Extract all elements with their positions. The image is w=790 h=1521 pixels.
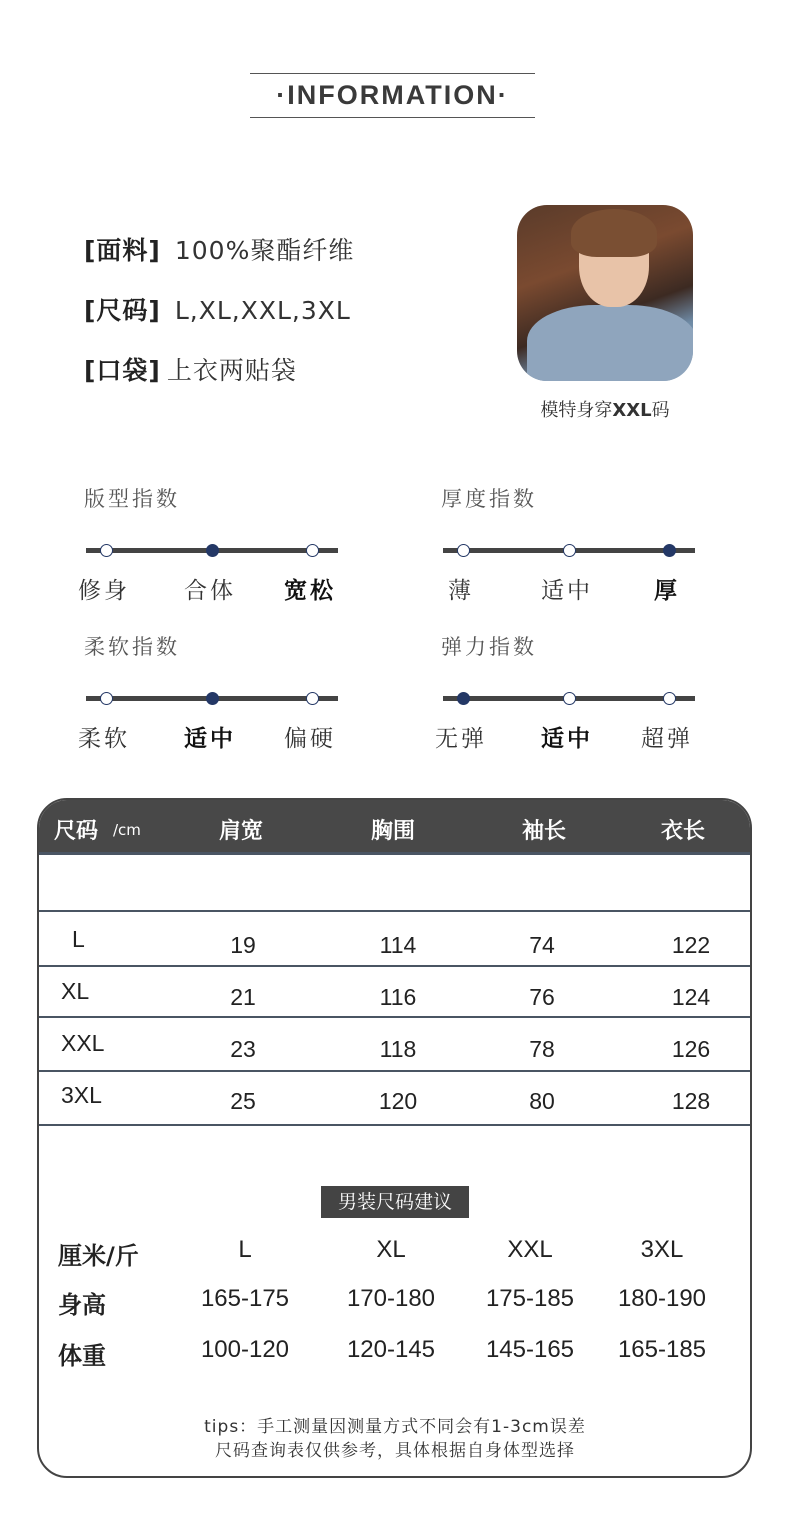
scale-dot [663, 692, 676, 705]
table-cell: 25 [230, 1088, 256, 1114]
scale-dot [206, 692, 219, 705]
table-cell: 128 [671, 1088, 711, 1114]
index-option: 偏硬 [284, 726, 336, 752]
header-size: 尺码 [54, 819, 99, 844]
recommend-title: 男装尺码建议 [321, 1186, 469, 1218]
title-bottom-rule [250, 117, 535, 118]
index-scale [86, 696, 338, 701]
index-option: 宽松 [284, 578, 336, 604]
table-cell: 78 [529, 1036, 555, 1062]
scale-dot [457, 544, 470, 557]
page-title: ·INFORMATION· [276, 80, 509, 110]
index-option: 厚 [654, 578, 680, 604]
recommend-cell: 180-190 [617, 1285, 707, 1312]
header-unit: /cm [113, 821, 141, 839]
spec-label: [面料] [84, 236, 161, 265]
scale-dot [563, 544, 576, 557]
spec-label: [口袋] [84, 356, 161, 385]
index-option: 修身 [78, 578, 130, 604]
index-title: 弹力指数 [441, 635, 537, 659]
table-cell: L [72, 926, 85, 952]
table-cell: XL [61, 978, 90, 1004]
table-cell: 21 [230, 984, 256, 1010]
table-cell: 120 [378, 1088, 418, 1114]
recommend-cell: 3XL [640, 1236, 684, 1263]
index-option: 适中 [541, 726, 593, 752]
spec-pocket [84, 351, 297, 387]
scale-dot [206, 544, 219, 557]
index-title: 版型指数 [84, 487, 180, 511]
table-cell: 3XL [61, 1082, 102, 1108]
table-cell: 80 [529, 1088, 555, 1114]
recommend-cell: 175-185 [485, 1285, 575, 1312]
size-table [37, 798, 752, 1478]
spec-value: L,XL,XXL,3XL [174, 296, 351, 325]
scale-dot [306, 544, 319, 557]
table-cell: 114 [379, 932, 417, 958]
header-shoulder: 肩宽 [219, 819, 264, 844]
recommend-cell: 165-185 [617, 1336, 707, 1363]
recommend-cell: 170-180 [346, 1285, 436, 1312]
spec-value: 100%聚酯纤维 [174, 236, 355, 265]
index-title: 柔软指数 [84, 635, 180, 659]
spec-size [84, 291, 351, 327]
table-cell: XXL [61, 1030, 105, 1056]
scale-dot [100, 544, 113, 557]
table-cell: 116 [379, 984, 417, 1010]
scale-dot [100, 692, 113, 705]
index-option: 合体 [184, 578, 236, 604]
table-cell: 122 [671, 932, 711, 958]
recommend-cell: 100-120 [200, 1336, 290, 1363]
recommend-row-label: 体重 [58, 1342, 106, 1370]
tip-line-2: 尺码查询表仅供参考，具体根据自身体型选择 [215, 1441, 575, 1461]
header-length: 衣长 [661, 819, 706, 844]
spec-value: 上衣两贴袋 [166, 356, 297, 385]
title-top-rule [250, 73, 535, 74]
index-option: 适中 [184, 726, 236, 752]
recommend-cell: 145-165 [485, 1336, 575, 1363]
model-caption: 模特身穿XXL码 [540, 400, 670, 421]
index-title: 厚度指数 [441, 487, 537, 511]
scale-dot [457, 692, 470, 705]
recommend-cell: 165-175 [200, 1285, 290, 1312]
recommend-cell: L [238, 1236, 252, 1263]
table-cell: 23 [230, 1036, 256, 1062]
header-sleeve: 袖长 [522, 819, 567, 844]
index-scale [443, 548, 695, 553]
recommend-cell: XL [376, 1236, 406, 1263]
table-cell: 74 [529, 932, 555, 958]
scale-dot [563, 692, 576, 705]
scale-dot [663, 544, 676, 557]
index-scale [443, 696, 695, 701]
model-photo [517, 205, 693, 381]
recommend-cell: XXL [507, 1236, 553, 1263]
spec-fabric [84, 231, 354, 267]
table-cell: 126 [671, 1036, 711, 1062]
index-option: 薄 [448, 578, 474, 604]
tip-line-1: tips：手工测量因测量方式不同会有1-3cm误差 [204, 1417, 586, 1437]
table-cell: 19 [230, 932, 256, 958]
recommend-cell: 120-145 [346, 1336, 436, 1363]
size-table-header [39, 800, 750, 855]
spec-label: [尺码] [84, 296, 161, 325]
index-option: 适中 [541, 578, 593, 604]
index-option: 无弹 [435, 726, 487, 752]
table-cell: 76 [529, 984, 555, 1010]
scale-dot [306, 692, 319, 705]
recommend-row-label: 身高 [58, 1291, 106, 1319]
index-option: 柔软 [78, 726, 130, 752]
index-option: 超弹 [641, 726, 693, 752]
table-cell: 118 [379, 1036, 417, 1062]
recommend-row-label: 厘米/斤 [58, 1242, 139, 1270]
table-cell: 124 [671, 984, 711, 1010]
index-scale [86, 548, 338, 553]
header-chest: 胸围 [371, 819, 416, 844]
